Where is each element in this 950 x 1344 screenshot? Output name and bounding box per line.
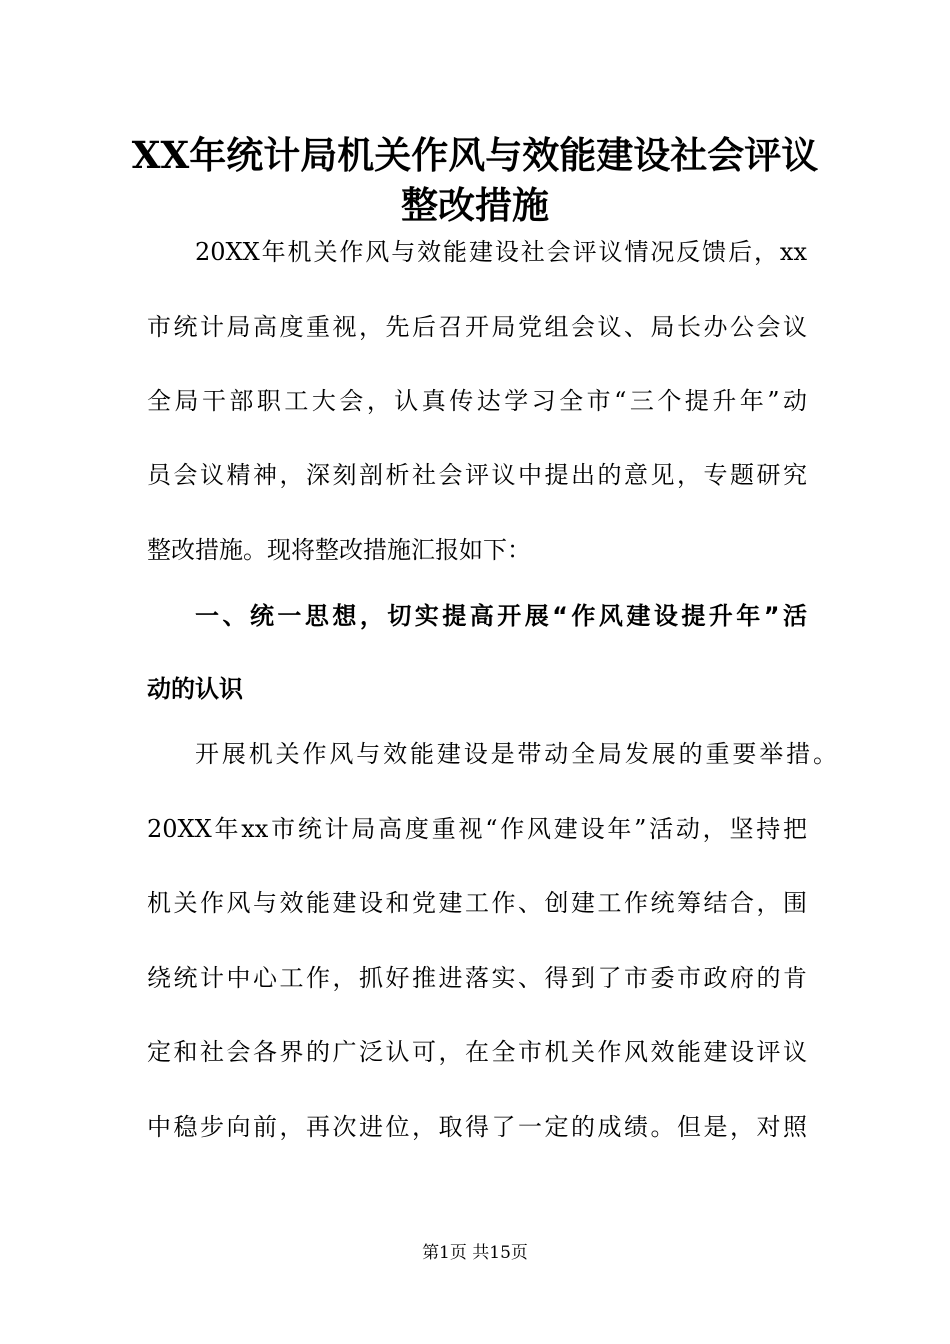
paragraph-1-line-2: 市统计局高度重视，先后召开局党组会议、局长办公会议	[147, 313, 807, 341]
document-title-line-1: XX年统计局机关作风与效能建设社会评议	[131, 133, 819, 177]
paragraph-1-line-5: 整改措施。现将整改措施汇报如下：	[147, 536, 531, 564]
paragraph-2-line-5: 定和社会各界的广泛认可，在全市机关作风效能建设评议	[147, 1038, 807, 1066]
paragraph-1-line-3: 全局干部职工大会，认真传达学习全市“三个提升年”动	[147, 387, 807, 415]
paragraph-1-line-4: 员会议精神，深刻剖析社会评议中提出的意见，专题研究	[147, 461, 807, 489]
paragraph-1-line-1: 20XX年机关作风与效能建设社会评议情况反馈后，xx	[195, 238, 807, 266]
paragraph-2-line-3: 机关作风与效能建设和党建工作、创建工作统筹结合，围	[147, 889, 807, 917]
section-heading-1-line-1: 一、统一思想，切实提高开展“作风建设提升年”活	[195, 602, 807, 630]
paragraph-2-line-6: 中稳步向前，再次进位，取得了一定的成绩。但是，对照	[147, 1113, 807, 1141]
document-title-line-2: 整改措施	[401, 183, 549, 227]
paragraph-2-line-2: 20XX年xx市统计局高度重视“作风建设年”活动，坚持把	[147, 815, 807, 843]
page-number-footer: 第1页 共15页	[422, 1243, 528, 1263]
paragraph-2-line-4: 绕统计中心工作，抓好推进落实、得到了市委市政府的肯	[147, 964, 807, 992]
paragraph-2-line-1: 开展机关作风与效能建设是带动全局发展的重要举措。	[195, 740, 837, 768]
section-heading-1-line-2: 动的认识	[147, 675, 243, 703]
